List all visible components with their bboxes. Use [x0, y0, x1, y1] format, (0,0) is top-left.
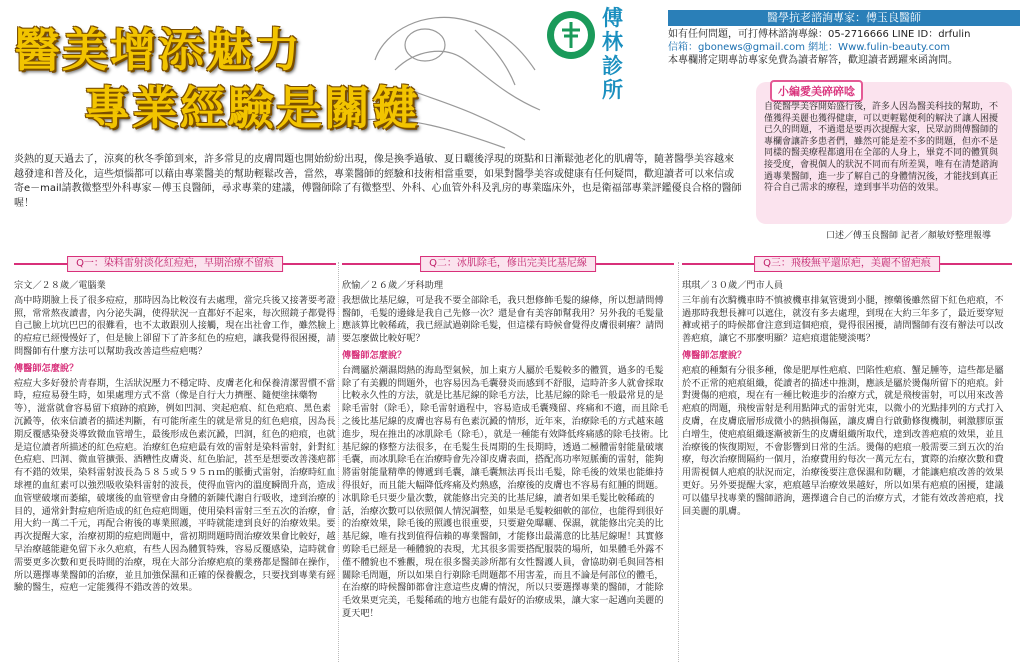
- column-note-line: 本專欄將定期專訪專家免費為讀者解答，歡迎讀者踴躍來函詢問。: [668, 55, 958, 66]
- q2-header-bar: [342, 256, 674, 272]
- q3-question: 三年前有次騎機車時不慎被機車排氣管燙到小腿，擦藥後雖然留下紅色疤痕，不過那時我想長褲可以遮住，就沒有多去處理，到現在大約三年多了，最近要穿短褲或裙子的時候都會注意到這個疤痕，覺得很困擾，請問醫師有沒有辦法可以改善疤痕，讓它不那麼明顯？這疤痕還能變淡嗎？: [682, 294, 1004, 345]
- editor-note-text: 自從醫學美容開始盛行後，許多人因為醫美科技的幫助，不僅獲得美麗也獲得健康，可以更輕鬆便利的解決了讓人困擾已久的問題，不過還是要再次提醒大家，民眾訪問傅醫師的專欄會讓許多患者們，雖然可能是差不多的問題，但亦不是同樣的醫美療程都適用在全部的人身上，畢竟不同的體質與接受度，會視個人的狀況不同而有所差異，唯有在清楚諮詢過專業醫師，進一步了解自己的身體情況後，才能找到真正符合自己需求的療程，達到事半功倍的效果。: [764, 102, 999, 194]
- intro-paragraph: 炎熱的夏天過去了，涼爽的秋冬季節到來，許多常見的皮膚問題也開始紛紛出現，像是換季過敏、夏日曬後浮現的斑點和日漸鬆弛老化的肌膚等，隨著醫學美容越來越發達和普及化，這些煩惱都可以藉由專業醫美的幫助輕鬆改善，當然，專業醫師的經驗和技術相當重要，如果對醫學美容或健康有任何疑問，歡迎讀者可以來信或寄e－mail請教微整型外科專家－傅玉良醫師，尋求專業的建議，傅醫師除了有微整型、外科、心血管外科及乳房的專業臨床外，也是衛福部專業評鑑優良合格的醫師喔！: [14, 154, 742, 209]
- editor-note-box: [756, 82, 1012, 224]
- q2-asker: 欣愉／２６歲／牙科助理: [342, 280, 444, 291]
- q2-column: [342, 280, 672, 662]
- q1-column: [14, 280, 336, 662]
- clinic-name-line-1: 傅林: [602, 6, 623, 54]
- headline-line-1: 醫美增添魅力: [14, 23, 302, 77]
- expert-title-bar: 醫學抗老諮詢專家：傅玉良醫師: [668, 10, 1020, 26]
- clinic-name-line-2: 診所: [602, 54, 623, 102]
- q3-header-bar: [682, 256, 1012, 272]
- editor-note-title: 小編愛美碎碎唸: [770, 80, 863, 102]
- q2-answer: 台灣屬於潮濕悶熱的海島型氣候，加上東方人屬於毛髮較多的體質，過多的毛髮除了有美觀的問題外，也容易因為毛囊發炎而感到不舒服，這時許多人就會採取比較永久性的方法，就是比基尼線的除毛方法，比基尼線的除毛一般最常見的是除毛雷射（除毛），除毛雷射過程中，容易造成毛囊殘留、疼痛和不適，而且除毛之後比基尼線的皮膚也容易有色素沉澱的情形，近年來，治療除毛的方式越來越進步，現在推出的冰肌除毛（除毛），就是一種能有效降低疼痛感的除毛技術。比基尼線的修整方法很多，在毛髮生長周期的生長期時，透過二極體雷射能量破壞毛囊，而冰肌除毛在治療時會先冷卻皮膚表面，搭配高功率短脈衝的雷射，能夠將雷射能量精準的傳遞到毛囊，讓毛囊無法再長出毛髮，除毛後的效果也能維持得很好，而且能大幅降低疼痛及灼熱感，治療後的皮膚也不容易有紅腫的問題。冰肌除毛只要少量次數，就能修出完美的比基尼線，讀者如果毛髮比較稀疏的話，治療次數可以依照個人情況調整，如果是毛髮較細軟的部位，也能得到很好的治療效果，除毛後的照護也很重要，只要避免曝曬、保濕，就能修出完美的比基尼線，唯有找到值得信賴的專業醫師，才能修出最滿意的比基尼線喔！其實修剪除毛已經是一種體貌的表現，尤其很多需要搭配服裝的場所，如果體毛外露不僅不體貌也不雅觀，現在很多醫美診所都有女性醫護人員，會協助剃毛與回答相關除毛問題，所以如果自行剃除毛問題都不用害羞，而且不論是何部位的體毛，在治療的時候醫師都會注意這些皮膚的情況，所以只要選擇專業的醫師，才能除毛效果更完美，毛髮稀疏的地方也能有最好的治療成果，讓大家一起邁向美麗的夏天吧！: [342, 364, 669, 619]
- clinic-name: [602, 6, 642, 102]
- q3-column: [682, 280, 1012, 662]
- q2-title: Q二：冰肌除毛，修出完美比基尼線: [420, 256, 596, 272]
- column-divider: [678, 262, 679, 662]
- q3-answer-heading: 傅醫師怎麼說？: [682, 349, 747, 361]
- q1-header-bar: [14, 256, 336, 272]
- byline: 口述／傅玉良醫師 記者／顏敏妤整理報導: [826, 231, 991, 241]
- clinic-logo-icon: [546, 10, 596, 60]
- q1-answer: 痘痘大多好發於青春期，生活狀況壓力不穩定時、皮膚老化和保養清潔習慣不當時，痘痘易發生時，如果處理方式不當（像是自行大力擠壓、隨便塗抹藥物等），滋當就會容易留下痕跡的痕跡，例如凹洞、突起疤痕、紅色疤痕、黑色素沉澱等，依來信讀者的描述判斷，有可能所產生的就是常見的紅色疤痕，因為長期反覆感染發炎導致微血管增生，最後形成色素沉澱，凹洞，紅色的疤痕，也就是這位讀者所描述的紅色痘疤。治療紅色痘疤最有效的雷射是染料雷射，針對紅色痘疤、凹洞、微血管擴張、酒糟性皮膚炎、紅色胎記，甚至是想要改善淺疤都有不錯的效果，染料雷射波長為５８５或５９５ｎｍ的脈衝式雷射，治療時紅血球裡的血紅素可以強烈吸收染料雷射的波長，使得血管內的溫度瞬間升高，造成血管壁破壞而萎縮，破壞後的血管壁會由身體的新陳代謝自行吸收，達到治療的目的，通常針對痘疤所造成的紅色痘疤問題，使用染料雷射三至五次的治療，會用大約一萬二千元，再配合術後的專業照護，平時就能達到良好的治療效果。要再次提醒大家，治療初期的痘疤問題中，當初期問題時間治療效果會比較好，越早治療越能避免留下永久疤痕，有些人因為體質特殊，容易反覆感染，這時就會需要更多次數和更長時間的治療，現在大部分治療疤痕的業務都是醫師在操作，所以選擇專業醫師的治療，並且加強保濕和正確的保養觀念，只要找到專業有經驗的醫生，痘疤一定能獲得不錯改善的效果。: [14, 377, 336, 594]
- q2-answer-heading: 傅醫師怎麼說？: [342, 349, 407, 361]
- q3-answer: 疤痕的種類有分很多種，像是肥厚性疤痕、凹陷性疤痕、蟹足腫等，這些都是屬於不正常的疤痕組織，從讀者的描述中推測，應該是屬於燙傷所留下的疤痕。針對燙傷的疤痕，現在有一種比較進步的治療方式，就是飛梭雷射，可以用來改善疤痕的問題，飛梭雷射是利用點陣式的雷射光束，以微小的光點排列的方式打入皮膚，在皮膚底層形成微小的熱損傷區，讓皮膚自行啟動修復機制，刺激膠原蛋白增生，使疤痕組織逐漸被新生的皮膚組織所取代，達到改善疤痕的效果，並且治療後的恢復期短，不會影響到日常的生活。燙傷的疤痕一般需要三到五次的治療，每次治療間隔約一個月，治療費用約每次一萬元左右，實際的治療次數和費用需視個人疤痕的狀況而定，治療後要注意保濕和防曬，才能讓疤痕改善的效果更好。另外要提醒大家，疤痕越早治療效果越好，所以如果有疤痕的困擾，建議可以儘早找專業的醫師諮詢，選擇適合自己的治療方式，才能有效改善疤痕，找回美麗的肌膚。: [682, 364, 1004, 517]
- q1-answer-heading: 傅醫師怎麼說？: [14, 362, 79, 374]
- q3-asker: 琪琪／３０歲／門市人員: [682, 280, 784, 291]
- q1-question: 高中時期臉上長了很多痘痘，那時因為比較沒有去處理，當完兵後又接著要考證照，常常熬夜讀書，內分泌失調，使得狀況一直都好不起來，每次照鏡子都覺得自己臉上坑坑巴巴的很難看，也不太敢跟別人接觸，現在出社會工作，雖然臉上的痘痘已經慢慢好了，但是臉上卻留下了許多紅色的痘疤，讓我覺得很困擾，請問醫師有什麼方法可以幫助我改善這些痘疤嗎？: [14, 294, 336, 357]
- contact-email-web-line: 信箱：gbonews@gmail.com 網址：Www.fulin-beauty.com: [668, 42, 950, 53]
- q1-title: Q一：染料雷射淡化紅痘疤，早期治療不留痕: [67, 256, 283, 272]
- q3-title: Q三：飛梭無平還原疤，美麗不留疤痕: [754, 256, 940, 272]
- q1-asker: 宗文／２８歲／電腦業: [14, 280, 106, 291]
- q2-question: 我想做比基尼線，可是我不要全部除毛，我只想修飾毛髮的線條，所以想請問傅醫師，毛髮的邊緣是我自己先修一次？還是會有美容師幫我用？另外我的毛髮量應該算比較稀疏，我已經試過剃除毛髮，但這樣有時候會覺得皮膚很刺癢？請問要怎麼做比較好呢？: [342, 294, 664, 345]
- headline-line-2: 專業經驗是關鍵: [84, 81, 420, 135]
- column-divider: [338, 262, 339, 662]
- contact-phone-line: 如有任何問題，可打傅林諮詢專線：05-2716666 LINE ID：drfulin: [668, 29, 971, 40]
